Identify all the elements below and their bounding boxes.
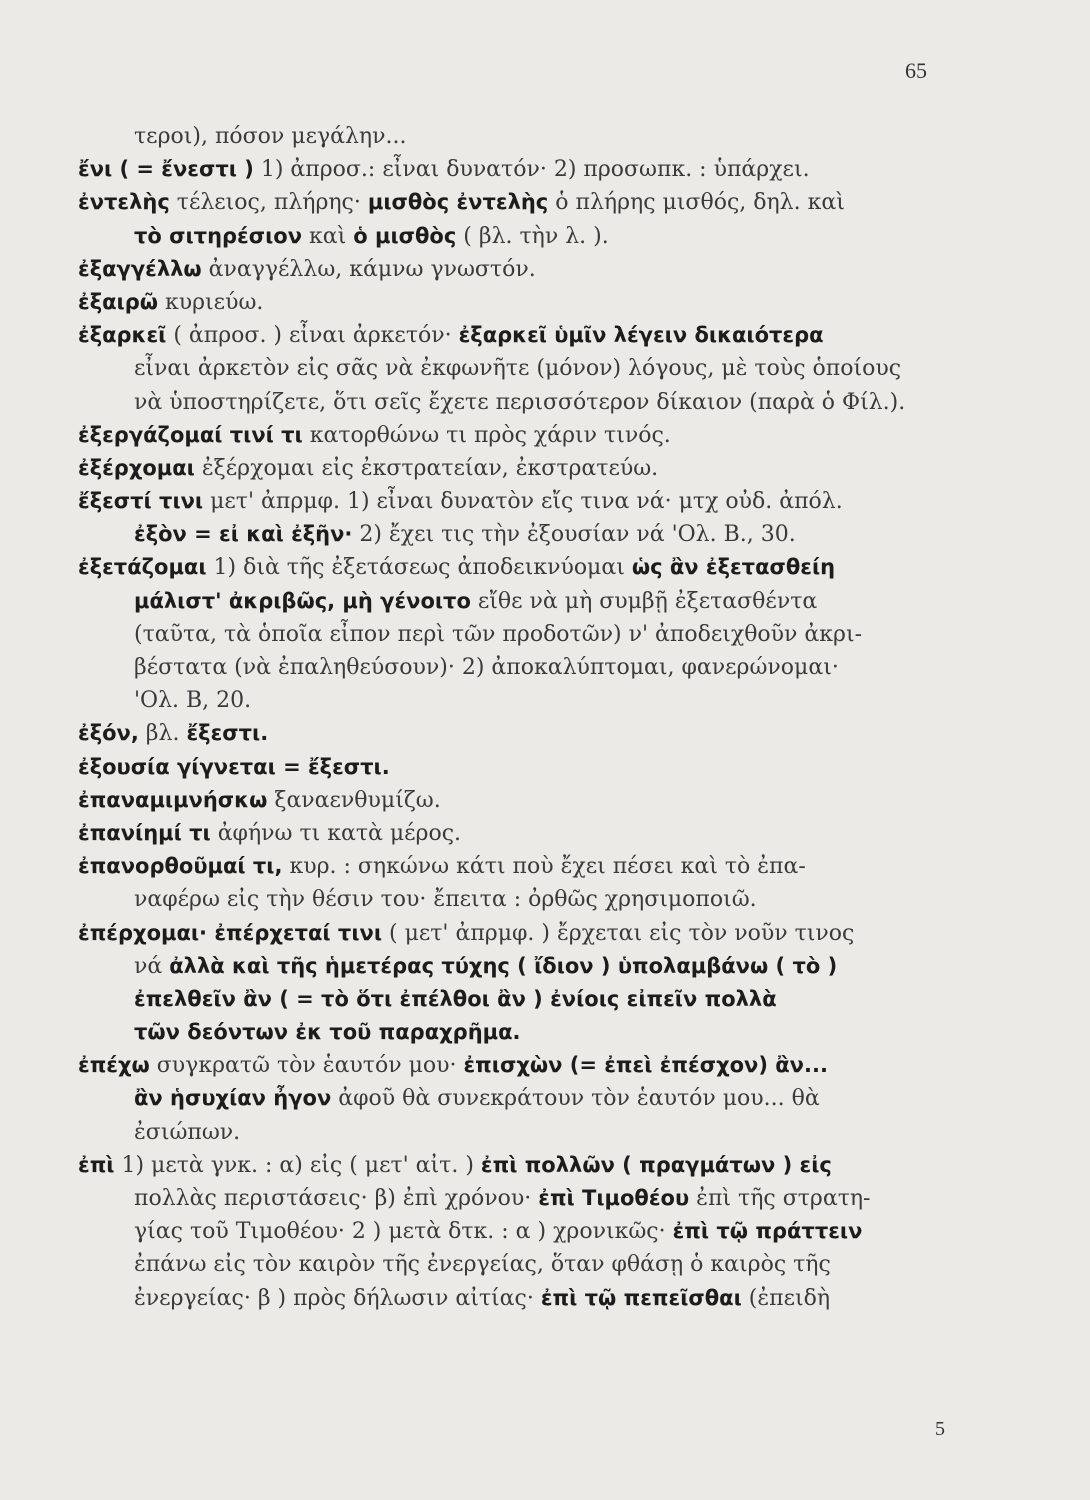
- headword: ὡς ἂν ἐξετασθείη: [631, 555, 836, 580]
- entry-line: [78, 950, 948, 983]
- entry-line: [78, 386, 948, 419]
- definition-text: βέστατα (νὰ ἐπαληθεύσουν)· 2) ἀποκαλύπτομαι, φανερώνομαι·: [134, 655, 839, 680]
- headword: ἐπὶ τῷ πεπεῖσθαι: [540, 1285, 742, 1310]
- definition-text: νὰ ὑποστηρίζετε, ὅτι σεῖς ἔχετε περισσότερον δίκαιον (παρὰ ὁ Φίλ.).: [134, 389, 906, 415]
- definition-text: καὶ: [302, 223, 354, 249]
- definition-text: ὁ πλήρης μισθός, δηλ. καὶ: [548, 190, 845, 216]
- headword: ἐξαγγέλλω: [78, 256, 202, 281]
- entry-line: [78, 186, 948, 219]
- entry-line: [78, 883, 948, 916]
- headword: τὸ σιτηρέσιον: [134, 223, 303, 248]
- entry-line: [78, 1215, 948, 1248]
- headword: ἐπὶ τῷ πράττειν: [672, 1219, 863, 1244]
- entry-line: [78, 253, 948, 286]
- headword: ἐπελθεῖν ἂν ( = τὸ ὅτι ἐπέλθοι ἂν ) ἐνίοις εἰπεῖν πολλὰ: [134, 986, 777, 1011]
- definition-text: ἐσιώπων.: [134, 1119, 241, 1145]
- entry-line: [78, 485, 948, 518]
- headword: ἂν ἡσυχίαν ἦγον: [134, 1086, 332, 1111]
- definition-text: ( βλ. τὴν λ. ).: [456, 223, 609, 249]
- definition-text: ἀναγγέλλω, κάμνω γνωστόν.: [201, 256, 536, 282]
- headword: ἔνι ( = ἔνεστι ): [78, 157, 254, 182]
- headword: ἐπὶ: [78, 1152, 115, 1177]
- headword: ἐπανίημί τι: [78, 820, 211, 845]
- definition-text: ἐπάνω εἰς τὸν καιρὸν τῆς ἐνεργείας, ὅταν φθάσῃ ὁ καιρὸς τῆς: [134, 1252, 831, 1278]
- headword: ἐξόν,: [78, 721, 139, 746]
- definition-text: κυρ. : σηκώνω κάτι ποὺ ἔχει πέσει καὶ τὸ ἐπα-: [282, 854, 806, 880]
- definition-text: γίας τοῦ Τιμοθέου· 2 ) μετὰ δτκ. : α ) χρονικῶς·: [134, 1219, 673, 1245]
- entry-line: [78, 419, 948, 452]
- headword: ἔξεστι.: [186, 721, 269, 746]
- headword: ἐξαιρῶ: [78, 289, 158, 314]
- definition-text: ναφέρω εἰς τὴν θέσιν του· ἔπειτα : ὀρθῶς χρησιμοποιῶ.: [134, 887, 757, 913]
- definition-text: ἐνεργείας· β ) πρὸς δήλωσιν αἰτίας·: [134, 1285, 541, 1311]
- entry-line: [78, 1182, 948, 1215]
- definition-text: ἀφοῦ θὰ συνεκράτουν τὸν ἑαυτόν μου... θὰ: [331, 1086, 820, 1112]
- definition-text: 2) ἔχει τις τὴν ἐξουσίαν νά 'Ολ. Β., 30.: [352, 522, 796, 548]
- entry-line: [78, 651, 948, 684]
- entry-line: [78, 917, 948, 950]
- entry-line: [78, 1049, 948, 1082]
- headword: ἐξουσία γίγνεται = ἔξεστι.: [78, 754, 390, 779]
- headword: ἐπέχω: [78, 1053, 150, 1078]
- definition-text: ἐπὶ τῆς στρατη-: [689, 1186, 871, 1211]
- entry-line: [78, 1082, 948, 1115]
- page-number: 65: [905, 58, 927, 83]
- definition-text: ξαναενθυμίζω.: [267, 787, 441, 813]
- definition-text: τεροι), πόσον μεγάλην...: [134, 124, 407, 149]
- definition-text: 1) διὰ τῆς ἐξετάσεως ἀποδεικνύομαι: [206, 555, 632, 581]
- headword: ἐξαρκεῖ ὑμῖν λέγειν δικαιότερα: [458, 323, 824, 348]
- entry-line: [78, 983, 948, 1016]
- headword: μισθὸς ἐντελὴς: [367, 190, 549, 215]
- entry-line: [78, 352, 948, 385]
- headword: ἀλλὰ καὶ τῆς ἡμετέρας τύχης ( ἴδιον ) ὑπολαμβάνω ( τὸ ): [169, 953, 838, 978]
- headword: ὁ μισθὸς: [353, 223, 457, 248]
- entry-line: [78, 120, 948, 153]
- entry-line: [78, 518, 948, 551]
- headword: ἐξὸν = εἰ καὶ ἐξῆν·: [134, 522, 353, 547]
- headword: ἐντελὴς: [78, 190, 170, 215]
- definition-text: ἐξέρχομαι εἰς ἐκστρατείαν, ἐκστρατεύω.: [194, 455, 659, 481]
- headword: ἐξετάζομαι: [78, 555, 207, 580]
- definition-text: πολλὰς περιστάσεις· β) ἐπὶ χρόνου·: [134, 1186, 539, 1211]
- definition-text: 1) μετὰ γνκ. : α) εἰς ( μετ' αἰτ. ): [114, 1152, 481, 1178]
- headword: ἐξεργάζομαί τινί τι: [78, 422, 303, 447]
- definition-text: εἶναι ἀρκετὸν εἰς σᾶς νὰ ἐκφωνῆτε (μόνον) λόγους, μὲ τοὺς ὁποίους: [134, 356, 902, 382]
- definition-text: (ταῦτα, τὰ ὁποῖα εἶπον περὶ τῶν προδοτῶν) ν' ἀποδειχθοῦν ἀκρι-: [134, 621, 863, 647]
- entry-line: [78, 551, 948, 584]
- entry-line: [78, 751, 948, 784]
- headword: ἐπὶ Τιμοθέου: [538, 1186, 690, 1210]
- definition-text: ἀφήνω τι κατὰ μέρος.: [210, 820, 462, 846]
- entry-line: [78, 817, 948, 850]
- entry-line: [78, 585, 948, 618]
- definition-text: μετ' ἀπρμφ. 1) εἶναι δυνατὸν εἴς τινα νά· μτχ οὐδ. ἀπόλ.: [203, 489, 843, 515]
- definition-text: νά: [134, 953, 170, 979]
- entry-line: [78, 1149, 948, 1182]
- entry-line: [78, 1282, 948, 1315]
- headword: ἐξέρχομαι: [78, 455, 195, 480]
- entry-line: [78, 784, 948, 817]
- definition-text: 1) ἀπροσ.: εἶναι δυνατόν· 2) προσωπκ. : ὑπάρχει.: [253, 157, 810, 183]
- definition-text: (ἐπειδὴ: [741, 1285, 831, 1311]
- entry-line: [78, 452, 948, 485]
- entry-line: [78, 286, 948, 319]
- entry-line: [78, 717, 948, 750]
- headword: ἐπὶ πολλῶν ( πραγμάτων ) εἰς: [480, 1152, 832, 1177]
- dictionary-content: [78, 120, 948, 1315]
- definition-text: 'Ολ. Β, 20.: [134, 688, 252, 714]
- definition-text: κατορθώνω τι πρὸς χάριν τινός.: [302, 422, 671, 448]
- entry-line: [78, 1116, 948, 1149]
- entry-line: [78, 1016, 948, 1049]
- entry-line: [78, 850, 948, 883]
- entry-line: [78, 1248, 948, 1281]
- headword: μάλιστ' ἀκριβῶς, μὴ γένοιτο: [134, 588, 471, 613]
- headword: ἐπισχὼν (= ἐπεὶ ἐπέσχον) ἂν...: [463, 1053, 828, 1078]
- headword: ἐπέρχομαι· ἐπέρχεταί τινι: [78, 920, 382, 945]
- entry-line: [78, 220, 948, 253]
- headword: τῶν δεόντων ἐκ τοῦ παραχρῆμα.: [134, 1020, 521, 1045]
- definition-text: ( μετ' ἀπρμφ. ) ἔρχεται εἰς τὸν νοῦν τινος: [382, 920, 855, 946]
- definition-text: ( ἀπροσ. ) εἶναι ἀρκετόν·: [166, 323, 459, 349]
- headword: ἐπανορθοῦμαί τι,: [78, 854, 283, 879]
- entry-line: [78, 618, 948, 651]
- headword: ἐξαρκεῖ: [78, 323, 167, 348]
- definition-text: εἴθε νὰ μὴ συμβῇ ἐξετασθέντα: [470, 588, 818, 614]
- headword: ἔξεστί τινι: [78, 489, 204, 514]
- definition-text: κυριεύω.: [158, 289, 264, 315]
- sheet-signature: 5: [935, 1418, 945, 1440]
- entry-line: [78, 684, 948, 717]
- entry-line: [78, 319, 948, 352]
- headword: ἐπαναμιμνήσκω: [78, 787, 268, 812]
- definition-text: συγκρατῶ τὸν ἑαυτόν μου·: [149, 1053, 464, 1079]
- definition-text: βλ.: [138, 721, 187, 747]
- entry-line: [78, 153, 948, 186]
- definition-text: τέλειος, πλήρης·: [169, 190, 368, 216]
